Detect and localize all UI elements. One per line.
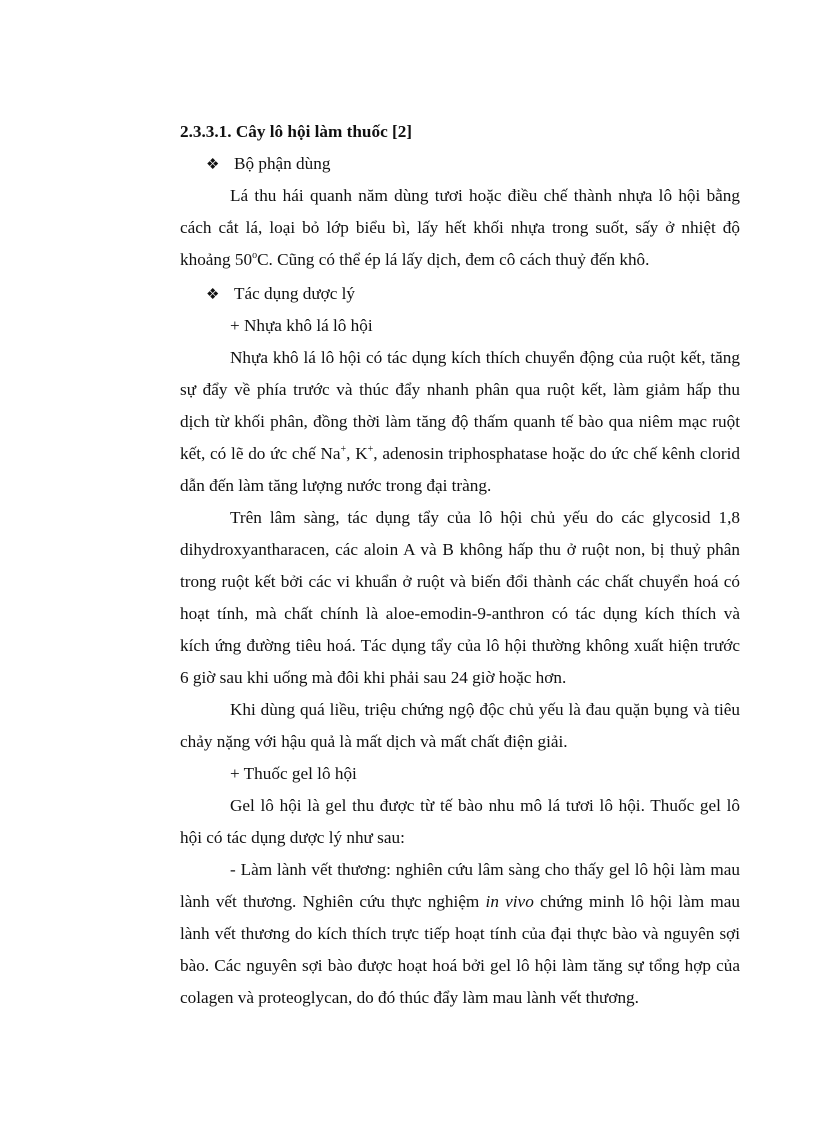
paragraph-line: - Làm lành vết thương: nghiên cứu lâm sàng cho thấy gel lô hội làm mau <box>230 860 740 879</box>
diamond-bullet-icon: ❖ <box>206 157 220 173</box>
bullet-item-bo-phan-dung <box>206 154 330 175</box>
section-heading: 2.3.3.1. Cây lô hội làm thuốc [2] <box>180 122 413 141</box>
paragraph-line: khoảng 50$^o$C. Cũng có thể ép lá lấy dịch, đem cô cách thuỷ đến khô. <box>180 250 650 269</box>
paragraph-line: bào. Các nguyên sợi bào được hoạt hoá bởi gel lô hội làm tăng sự tổng hợp của <box>180 956 740 975</box>
paragraph-line: lành vết thương do kích thích trực tiếp hoạt tính của đại thực bào và nguyên sợi <box>180 924 740 943</box>
bullet-item-tac-dung-duoc-ly <box>206 284 355 305</box>
paragraph-line: hoạt tính, mà chất chính là aloe-emodin-9-anthron có tác dụng kích thích và <box>180 604 740 623</box>
paragraph-line: sự đẩy về phía trước và thúc đẩy nhanh phân qua ruột kết, làm giảm hấp thu <box>180 380 740 399</box>
diamond-bullet-icon: ❖ <box>206 287 220 303</box>
subheading-nhua-kho: + Nhựa khô lá lô hội <box>230 316 373 335</box>
paragraph-line: dihydroxyantharacen, các aloin A và B không hấp thu ở ruột non, bị thuỷ phân <box>180 540 740 559</box>
paragraph-line: Gel lô hội là gel thu được từ tế bào nhu mô lá tươi lô hội. Thuốc gel lô <box>230 796 740 815</box>
paragraph-line: chảy nặng với hậu quả là mất dịch và mất chất điện giải. <box>180 732 568 751</box>
bullet-label: Bộ phận dùng <box>234 154 331 173</box>
paragraph-line: trong ruột kết bởi các vi khuẩn ở ruột và biến đổi thành các chất chuyển hoá có <box>180 572 740 591</box>
paragraph-line: kết, có lẽ do ức chế Na+, K+, adenosin triphosphatase hoặc do ức chế kênh clorid <box>180 444 740 463</box>
paragraph-line: Trên lâm sàng, tác dụng tẩy của lô hội chủ yếu do các glycosid 1,8 <box>230 508 740 527</box>
paragraph-line: kích ứng đường tiêu hoá. Tác dụng tẩy của lô hội thường không xuất hiện trước <box>180 636 740 655</box>
paragraph-line: dẫn đến làm tăng lượng nước trong đại tràng. <box>180 476 492 495</box>
paragraph-line: hội có tác dụng dược lý như sau: <box>180 828 405 847</box>
paragraph-line: Nhựa khô lá lô hội có tác dụng kích thích chuyển động của ruột kết, tăng <box>230 348 740 367</box>
paragraph-line: Lá thu hái quanh năm dùng tươi hoặc điều chế thành nhựa lô hội bằng <box>230 186 740 205</box>
bullet-label: Tác dụng dược lý <box>234 284 356 303</box>
subheading-thuoc-gel: + Thuốc gel lô hội <box>230 764 357 783</box>
paragraph-line: Khi dùng quá liều, triệu chứng ngộ độc chủ yếu là đau quặn bụng và tiêu <box>230 700 740 719</box>
paragraph-line: dịch từ khối phân, đồng thời làm tăng độ thấm quanh tế bào qua niêm mạc ruột <box>180 412 740 431</box>
paragraph-line: cách cắt lá, loại bỏ lớp biểu bì, lấy hết khối nhựa trong suốt, sấy ở nhiệt độ <box>180 218 740 237</box>
paragraph-line: lành vết thương. Nghiên cứu thực nghiệm in vivo chứng minh lô hội làm mau <box>180 892 740 911</box>
paragraph-line: 6 giờ sau khi uống mà đôi khi phải sau 24 giờ hoặc hơn. <box>180 668 567 687</box>
paragraph-line: colagen và proteoglycan, do đó thúc đẩy làm mau lành vết thương. <box>180 988 639 1007</box>
